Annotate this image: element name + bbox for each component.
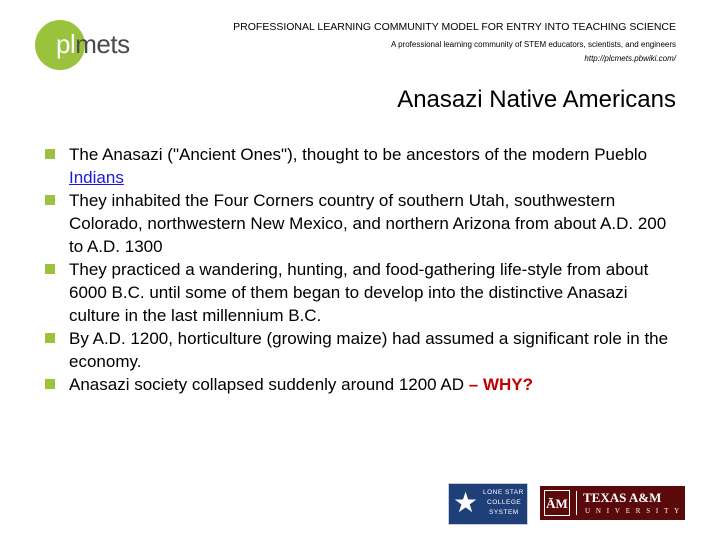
slide-title: Anasazi Native Americans xyxy=(397,86,676,113)
bullet-item xyxy=(45,189,675,258)
bullet-item xyxy=(45,373,675,396)
bullet-item xyxy=(45,143,675,189)
bullet-list xyxy=(45,143,675,396)
header-title: PROFESSIONAL LEARNING COMMUNITY MODEL FOR ENTRY INTO TEACHING SCIENCE xyxy=(233,21,676,33)
header-subtitle: A professional learning community of STEM educators, scientists, and engineers xyxy=(390,40,676,49)
bullet-text: They inhabited the Four Corners country of southern Utah, southwestern Colorado, northwestern New Mexico, and northern Arizona from about A.D. 200 to A.D. 1300 xyxy=(69,191,667,256)
bullet-item xyxy=(45,327,675,373)
bullet-square-icon xyxy=(45,264,55,274)
bullet-text: Anasazi society collapsed suddenly around 1200 AD xyxy=(69,375,469,394)
bullet-square-icon xyxy=(45,333,55,343)
texas-am-logo xyxy=(540,486,685,520)
header-url[interactable]: http://plcmets.pbwiki.com/ xyxy=(584,54,676,63)
logo-text-rest: mets xyxy=(75,29,130,59)
bullet-text: They practiced a wandering, hunting, and food-gathering life-style from about 6000 B.C. until some of them began to develop into the distinctive Anasazi culture in the last millennium B.C. xyxy=(69,260,649,325)
logo-divider xyxy=(576,491,577,515)
bullet-text: The Anasazi ("Ancient Ones"), thought to be ancestors of the modern Pueblo xyxy=(69,145,648,164)
lone-star-college-logo xyxy=(448,483,528,525)
lone-star-text: LONE STAR xyxy=(483,489,524,496)
texas-am-name: TEXAS A&M xyxy=(583,490,662,505)
college-text: COLLEGE xyxy=(487,499,522,506)
bullet-item xyxy=(45,258,675,327)
bullet-text: By A.D. 1200, horticulture (growing maize) had assumed a significant role in the economy. xyxy=(69,329,669,371)
indians-link[interactable]: Indians xyxy=(69,168,124,187)
logo-text xyxy=(56,29,130,60)
system-text: SYSTEM xyxy=(489,509,519,516)
bullet-square-icon xyxy=(45,149,55,159)
star-icon: ★ xyxy=(453,487,479,518)
atm-mark-icon: ĀM xyxy=(544,490,570,516)
bullet-square-icon xyxy=(45,379,55,389)
logo-text-pl: pl xyxy=(56,29,76,59)
bullet-square-icon xyxy=(45,195,55,205)
university-text: UNIVERSITY xyxy=(585,507,685,515)
why-emphasis: – WHY? xyxy=(468,375,533,394)
